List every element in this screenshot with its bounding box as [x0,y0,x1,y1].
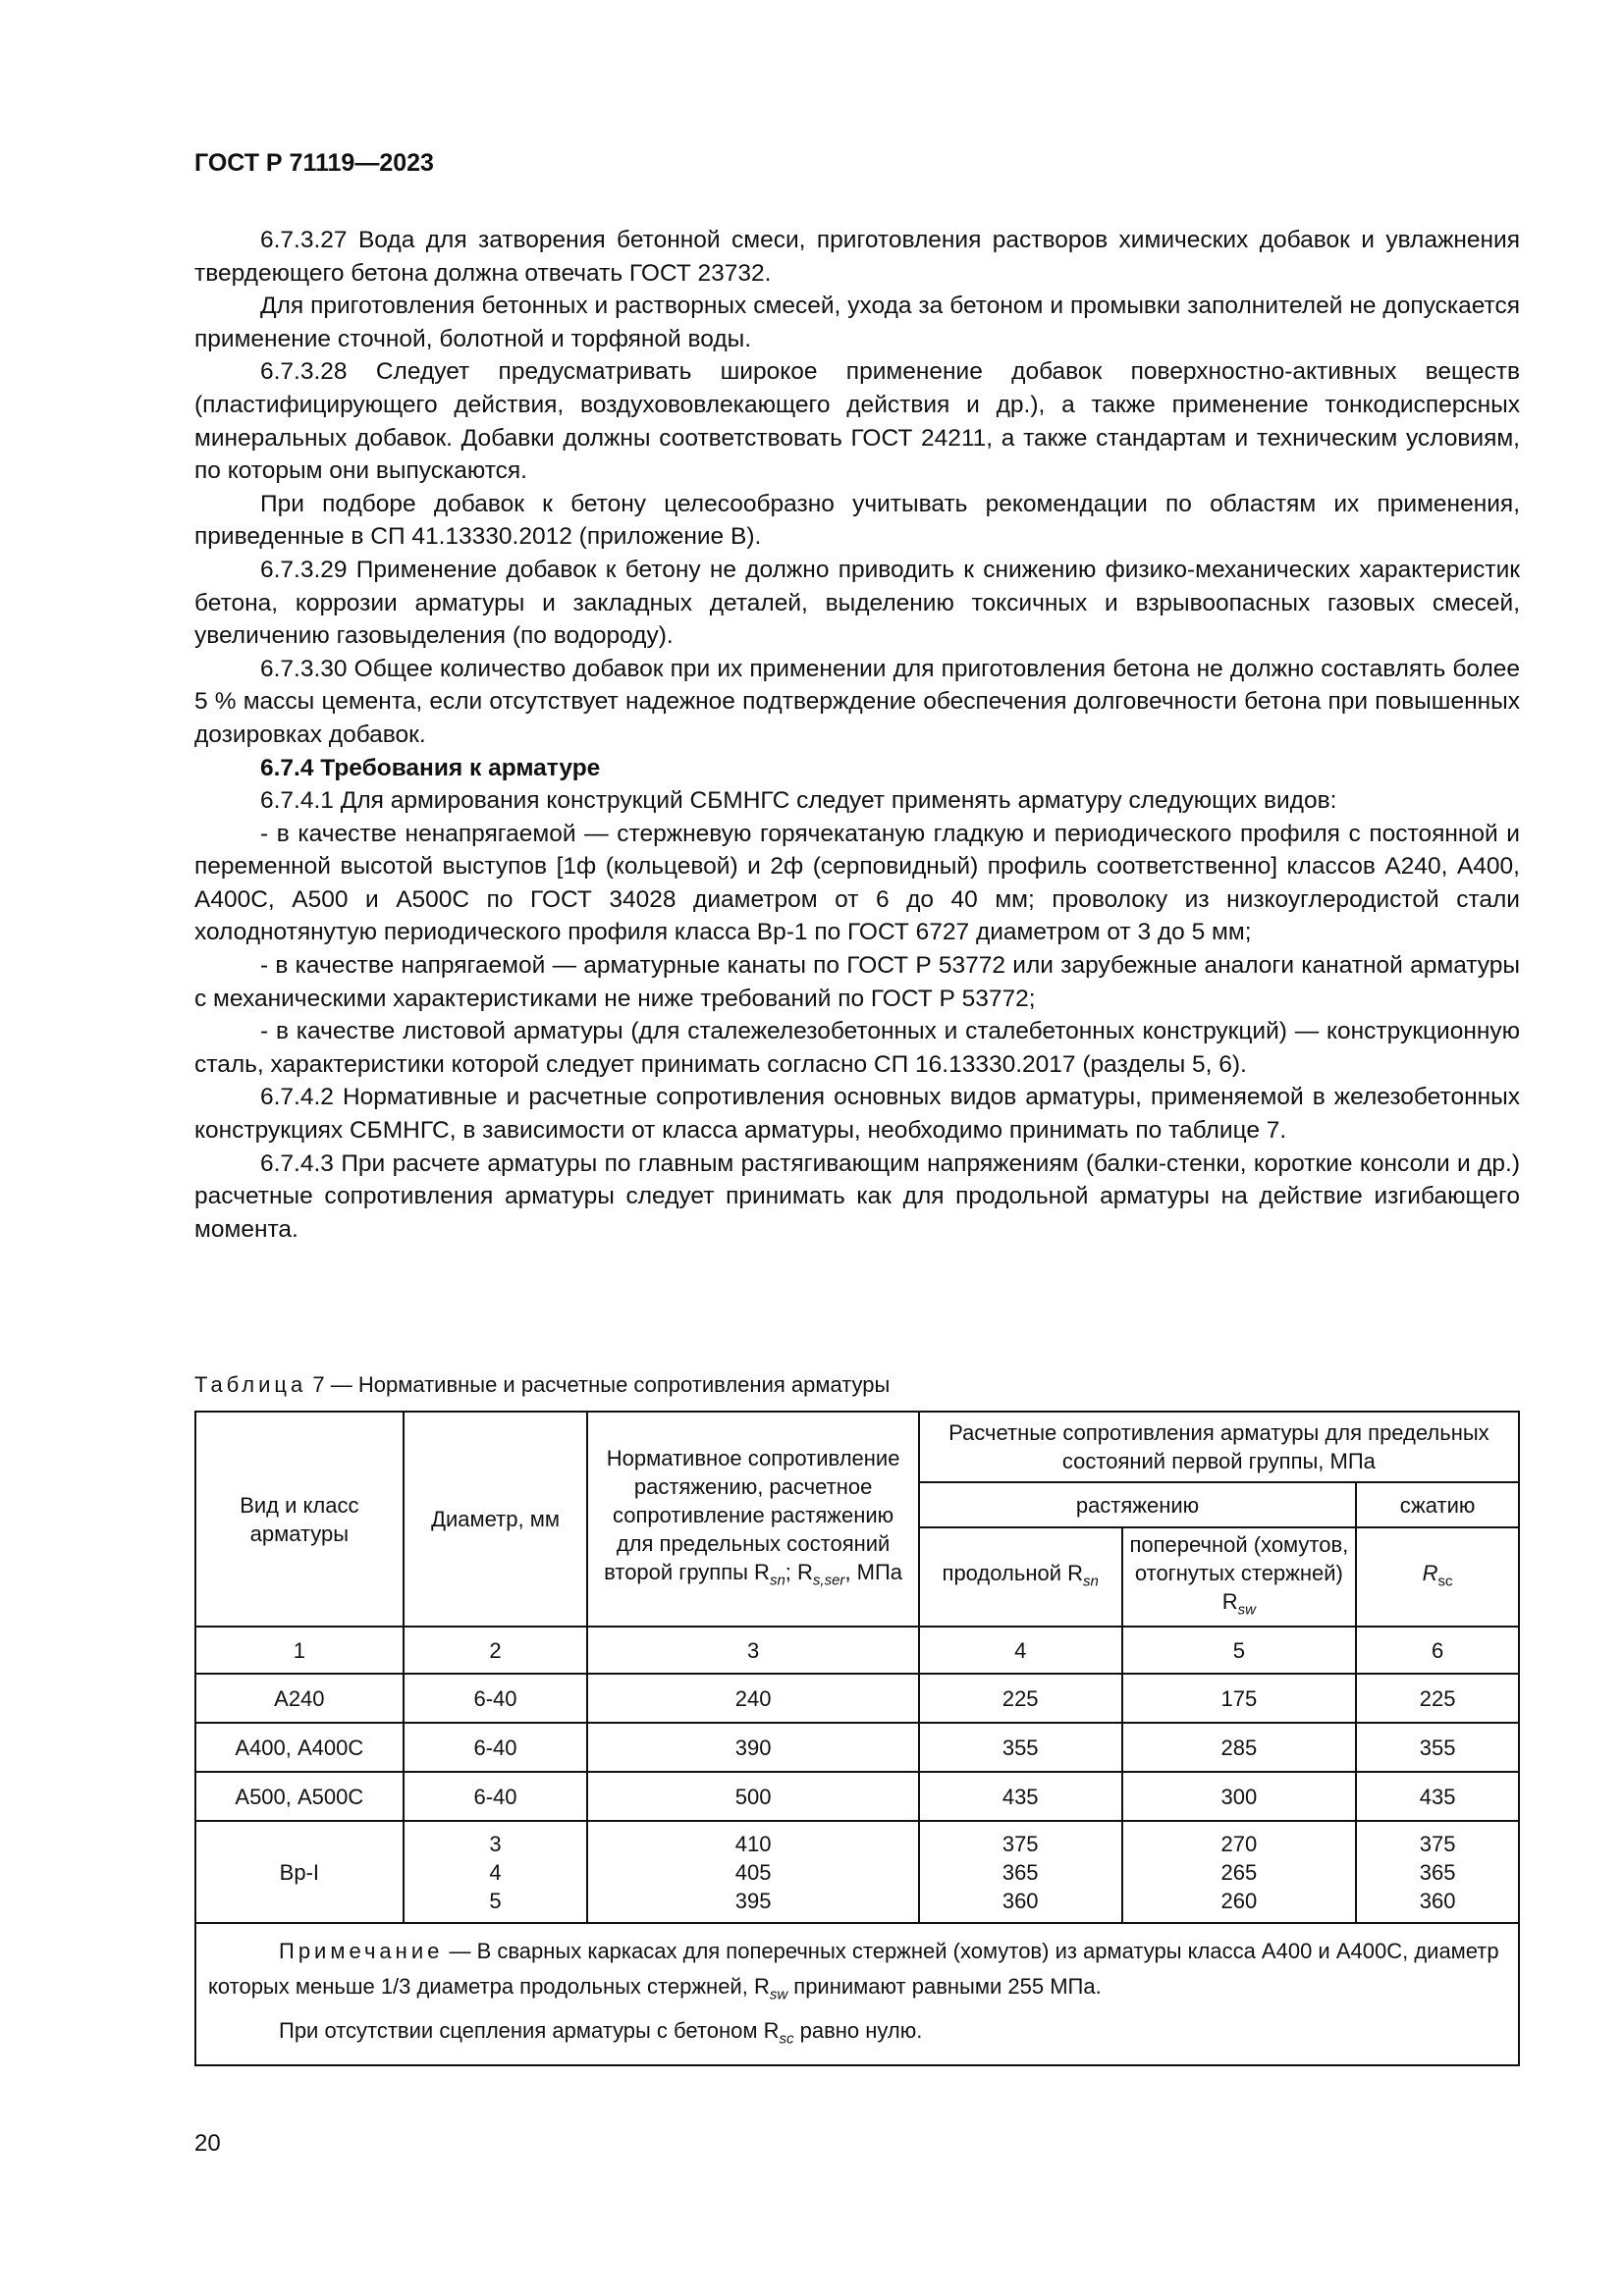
table-cell: 375 365 360 [1356,1821,1519,1923]
table-cell: 285 [1122,1723,1357,1772]
table-cell: 3 4 5 [404,1821,588,1923]
table-row [195,1772,1519,1821]
table-cell: 270 265 260 [1122,1821,1357,1923]
table-cell: 355 [919,1723,1122,1772]
table-note: Примечание — В сварных каркасах для поперечных стержней (хомутов) из арматуры класса А400 и А400С, диаметр которых меньше 1/3 диаметра продольных стержней, $R_{sw}$ принимают равными 255 МПа. При отсутствии сцепления арматуры с бетоном $R_{sc}$ равно нулю. [195,1923,1519,2065]
table-cell: 175 [1122,1674,1357,1723]
page-number: 20 [194,2130,221,2157]
header-diameter: Диаметр, мм [404,1412,588,1627]
table-cell: 225 [919,1674,1122,1723]
col-number: 1 [195,1627,404,1674]
table-caption [194,1372,890,1398]
header-normative: Нормативное сопротивление растяжению, расчетное сопротивление растяжению для предельных состояний второй группы $R_{sn}$; $R_{s,ser}$, МПа [587,1412,918,1627]
caption-label: Таблица [194,1372,307,1397]
document-body [194,224,1520,1246]
paragraph: При подборе добавок к бетону целесообразно учитывать рекомендации по областям их применения, приведенные в СП 41.13330.2012 (приложение В). [194,490,1520,551]
table-row [195,1723,1519,1772]
table-cell: 6-40 [404,1723,588,1772]
table-cell: Вр-I [195,1821,404,1923]
table-cell: 435 [919,1772,1122,1821]
paragraph: 6.7.4.3 При расчете арматуры по главным растягивающим напряжениям (балки-стенки, короткие консоли и др.) расчетные сопротивления арматуры следует принимать как для продольной арматуры на действие изгибающего момента. [194,1149,1520,1243]
section-heading: 6.7.4 Требования к арматуре [260,754,601,781]
col-number: 2 [404,1627,588,1674]
col-number: 5 [1122,1627,1357,1674]
header-type: Вид и класс арматуры [195,1412,404,1627]
paragraph: 6.7.3.29 Применение добавок к бетону не должно приводить к снижению физико-механических характеристик бетона, коррозии арматуры и закладных деталей, выделению токсичных и взрывоопасных газовых смесей, увеличению газовыделения (по водороду). [194,556,1520,650]
paragraph: 6.7.4.1 Для армирования конструкций СБМНГС следует применять арматуру следующих видов: [260,787,1337,815]
table-cell: 6-40 [404,1772,588,1821]
table-cell: 410 405 395 [587,1821,918,1923]
paragraph: 6.7.3.30 Общее количество добавок при их применении для приготовления бетона не должно составлять более 5 % массы цемента, если отсутствует надежное подтверждение обеспечения долговечности бетона при повышенных дозировках добавок. [194,655,1520,748]
document-header: ГОСТ Р 71119—2023 [194,149,434,177]
column-number-row [195,1627,1519,1674]
table-cell: А240 [195,1674,404,1723]
table-cell: 6-40 [404,1674,588,1723]
table-cell: А400, А400С [195,1723,404,1772]
paragraph: - в качестве напрягаемой — арматурные канаты по ГОСТ Р 53772 или зарубежные аналоги канатной арматуры с механическими характеристиками не ниже требований по ГОСТ Р 53772; [194,952,1520,1012]
paragraph: Для приготовления бетонных и растворных смесей, ухода за бетоном и промывки заполнителей не допускается применение сточной, болотной и торфяной воды. [194,293,1520,352]
col-number: 6 [1356,1627,1519,1674]
header-tension: растяжению [919,1482,1356,1527]
table-cell: 300 [1122,1772,1357,1821]
table-cell: А500, А500С [195,1772,404,1821]
paragraph: 6.7.3.27 Вода для затворения бетонной смеси, приготовления растворов химических добавок и увлажнения твердеющего бетона должна отвечать ГОСТ 23732. [194,227,1520,287]
caption-text: 7 — Нормативные и расчетные сопротивления арматуры [306,1372,891,1397]
paragraph: - в качестве ненапрягаемой — стержневую горячекатаную гладкую и периодического профиля с постоянной и переменной высотой выступов [1ф (кольцевой) и 2ф (серповидный) профиль соответственно] классов А240, А400, А400С, А500 и А500С по ГОСТ 34028 диаметром от 6 до 40 мм; проволоку из низкоуглеродистой стали холоднотянутую периодического профиля класса Вр-1 по ГОСТ 6727 диаметром от 3 до 5 мм; [194,820,1520,946]
table-cell: 375 365 360 [919,1821,1122,1923]
table-cell: 390 [587,1723,918,1772]
header-calculated: Расчетные сопротивления арматуры для предельных состояний первой группы, МПа [919,1412,1519,1482]
header-compression: сжатию [1356,1482,1519,1527]
table-cell: 240 [587,1674,918,1723]
table-cell: 435 [1356,1772,1519,1821]
header-longitudinal: продольной $R_{sn}$ [919,1527,1122,1627]
reinforcement-table [194,1411,1520,2066]
col-number: 4 [919,1627,1122,1674]
paragraph: 6.7.3.28 Следует предусматривать широкое применение добавок поверхностно-активных веществ (пластифицирующего действия, воздухововлекающего действия и др.), а также применение тонкодисперсных минеральных добавок. Добавки должны соответствовать ГОСТ 24211, а также стандартам и техническим условиям, по которым они выпускаются. [194,358,1520,485]
table-cell: 355 [1356,1723,1519,1772]
table-cell: 225 [1356,1674,1519,1723]
table-cell: 500 [587,1772,918,1821]
paragraph: 6.7.4.2 Нормативные и расчетные сопротивления основных видов арматуры, применяемой в железобетонных конструкциях СБМНГС, в зависимости от класса арматуры, необходимо принимать по таблице 7. [194,1084,1520,1145]
header-transverse: поперечной (хомутов, отогнутых стержней) $R_{sw}$ [1122,1527,1357,1627]
table-row [195,1674,1519,1723]
table-row [195,1821,1519,1923]
paragraph: - в качестве листовой арматуры (для сталежелезобетонных и сталебетонных конструкций) — конструкционную сталь, характеристики которой следует принимать согласно СП 16.13330.2017 (разделы 5, 6). [194,1018,1520,1078]
col-number: 3 [587,1627,918,1674]
header-rsc: $R_{sc}$ [1356,1527,1519,1627]
